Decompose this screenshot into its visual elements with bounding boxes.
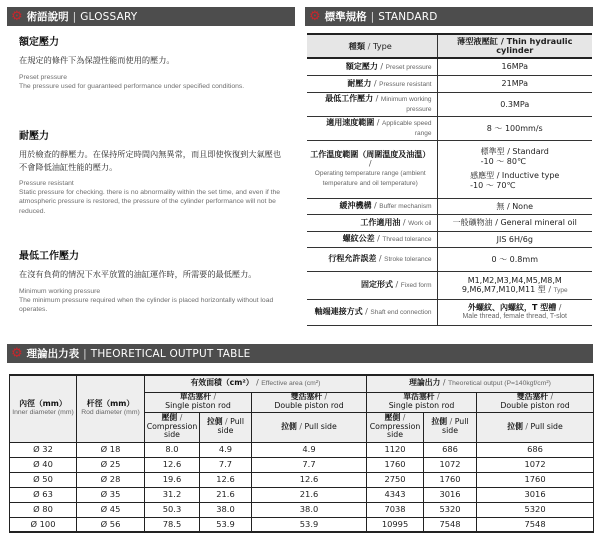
cell-bore: Ø 80 [10,502,77,517]
col-area-double: 雙活塞杆 / Double piston rod [252,392,367,412]
cell-bore: Ø 40 [10,457,77,472]
glossary-definition-zh: 在規定的條件下為保證性能而使用的壓力。 [19,55,175,65]
double-zh: 雙活塞杆 [290,392,323,402]
cell-bore: Ø 63 [10,487,77,502]
col-force-comp: 壓側 / Compression side [367,412,424,442]
spec-label-en: Pressure resistant [379,80,432,88]
spec-label: 螺紋公差 / Thread tolerance [307,231,437,247]
spec-label: 工作溫度範圍（周圍溫度及油溫） / Operating temperature range (ambient temperature and oil temperature) [307,140,437,198]
spec-value: 外螺紋、內螺紋，T 型槽 / Male thread, female thread, T-slot [437,299,592,325]
glossary-term-en: Preset pressure [19,73,67,81]
cell-area-comp: 31.2 [145,487,200,502]
cell-bore: Ø 50 [10,472,77,487]
col-area-pull-double: 拉側 / Pull side [252,412,367,442]
col-area-pull: 拉側 / Pull side [200,412,252,442]
table-row [10,442,594,457]
standard-header-en: STANDARD [378,10,438,23]
cell-force-comp: 7038 [367,502,424,517]
glossary-header-sep: | [72,10,77,23]
table-row [10,457,594,472]
col-force-en: Theoretical output (P=140kgf/cm²) [447,379,551,387]
cell-force-pull: 1072 [424,457,477,472]
spec-label-en: Fixed form [400,282,432,289]
cell-area-double: 38.0 [252,502,367,517]
spec-label: 固定形式 / Fixed form [307,271,437,299]
gear-icon: ⚙ [11,9,23,24]
spec-label-zh: 行程允許誤差 [328,254,377,263]
output-header-sep: | [83,347,87,360]
cell-force-double: 1072 [477,457,594,472]
temp-inductive [470,171,559,191]
spec-label: 工作適用油 / Work oil [307,214,437,231]
spec-value: M1,M2,M3,M4,M5,M8,M 9,M6,M7,M10,M11 型 / Type [437,271,592,299]
pull-en: Pull side [304,421,337,431]
standard-header-zh: 標準規格 [324,11,367,23]
spec-value [437,140,592,198]
glossary-header-en: GLOSSARY [80,10,138,23]
spec-label-zh: 螺紋公差 [342,234,375,243]
col-area-single: 單活塞杆 / Single piston rod [145,392,252,412]
spec-header-value: 薄型液壓缸 / Thin hydraulic cylinder [437,34,592,58]
col-bore-en: Inner diameter (mm) [12,408,74,416]
cell-force-comp: 10995 [367,517,424,532]
cell-area-comp: 8.0 [145,442,200,457]
single-en: Single piston rod [165,401,231,410]
col-rod-zh: 杆徑（mm） [86,399,135,409]
spec-value: 0.3MPa [437,92,592,116]
cell-rod: Ø 45 [77,502,145,517]
cell-rod: Ø 18 [77,442,145,457]
glossary-term: 最低工作壓力 [19,251,79,262]
glossary-term-en: Minimum working pressure [19,287,101,295]
cell-area-comp: 12.6 [145,457,200,472]
cell-force-double: 5320 [477,502,594,517]
cell-force-double: 1760 [477,472,594,487]
cell-force-comp: 2750 [367,472,424,487]
comp-en: Compression side [146,421,198,440]
cell-force-pull: 3016 [424,487,477,502]
col-force-pull-double: 拉側 / Pull side [477,412,594,442]
cell-force-pull: 1760 [424,472,477,487]
spec-row [307,299,592,325]
spec-label-en: Buffer mechanism [379,203,432,210]
col-force-pull: 拉側 / Pull side [424,412,477,442]
col-area-en: Effective area (cm²) [261,379,321,387]
spec-value: 16MPa [437,58,592,75]
glossary-text-en: The minimum pressure required when the cylinder is placed horizontally without load operates. [19,296,274,313]
cell-rod: Ø 56 [77,517,145,532]
comp-zh: 壓側 [384,413,401,423]
col-bore-zh: 內徑（mm） [19,399,67,409]
col-force-single: 單活塞杆 / Single piston rod [367,392,477,412]
col-force-double: 雙活塞杆 / Double piston rod [477,392,594,412]
cell-area-pull: 21.6 [200,487,252,502]
spec-label: 軸端連接方式 / Shaft end connection [307,299,437,325]
temp-inductive-label: 感應型 / Inductive type [470,171,560,180]
cell-area-pull: 38.0 [200,502,252,517]
cell-force-pull: 686 [424,442,477,457]
glossary-header [7,7,295,26]
output-header-en: THEORETICAL OUTPUT TABLE [90,347,251,360]
spec-label: 緩沖機構 / Buffer mechanism [307,198,437,214]
col-area: 有效面積（cm²） / Effective area (cm²) [145,375,367,392]
col-area-zh: 有效面積（cm²） [190,377,254,387]
cell-area-double: 7.7 [252,457,367,472]
glossary-text-en: The pressure used for guaranteed performance under specified conditions. [19,82,245,90]
cell-area-double: 12.6 [252,472,367,487]
glossary-definition-zh: 用於檢查的靜壓力。在保持所定時間內無異常，而且即使恢復到大氣壓也不會降低油缸性能的壓力。 [19,149,282,172]
spec-label-en: Shaft end connection [370,309,432,316]
glossary-definition-en [19,287,281,315]
spec-label: 耐壓力 / Pressure resistant [307,75,437,92]
fixed-form-type-en: Type [553,286,568,294]
cell-area-pull: 12.6 [200,472,252,487]
table-row [10,472,594,487]
spec-label-zh: 適用速度範圍 [326,118,375,127]
gear-icon: ⚙ [11,346,23,361]
spec-label: 適用速度範圍 / Applicable speed range [307,116,437,140]
cell-area-pull: 7.7 [200,457,252,472]
spec-row [307,247,592,271]
spec-label-zh: 軸端連接方式 [314,307,363,316]
col-force: 理論出力 / Theoretical output (P=140kgf/cm²) [367,375,594,392]
cell-rod: Ø 35 [77,487,145,502]
spec-header-label-en: Type [373,40,392,51]
table-row [10,517,594,532]
spec-row [307,271,592,299]
pull-en: Pull side [442,417,469,435]
spec-label-en: Thread tolerance [382,236,432,243]
comp-zh: 壓側 [161,413,178,423]
col-rod [77,375,145,442]
col-rod-en: Rod diameter (mm) [81,408,140,416]
spec-label-en: Operating temperature range (ambient temperature and oil temperature) [314,170,426,187]
glossary-item [19,247,281,314]
spec-label: 額定壓力 / Preset pressure [307,58,437,75]
spec-header-row [307,34,592,58]
glossary-definition-en [19,73,281,91]
output-header [7,344,593,363]
glossary-term-en: Pressure resistant [19,180,74,187]
spec-row [307,92,592,116]
pull-en: Pull side [530,421,563,431]
spec-row [307,75,592,92]
spec-row [307,214,592,231]
spec-value: 21MPa [437,75,592,92]
glossary-term: 耐壓力 [19,131,49,142]
spec-label-zh: 額定壓力 [345,61,378,71]
spec-row [307,116,592,140]
glossary-item [19,33,281,91]
glossary-text-en: Static pressure for checking. there is no abnormality within the set time, and even if the atmospheric pressure is restored, the pressure of the cylinder performance will not be reduced. [19,189,281,215]
temp-standard-label: 標準型 / Standard [480,147,549,156]
spec-label-en: Work oil [408,219,432,227]
temp-standard-range: -10 ～ 80℃ [480,157,526,166]
spec-value: JIS 6H/6g [437,231,592,247]
col-area-comp: 壓側 / Compression side [145,412,200,442]
cell-area-comp: 78.5 [145,517,200,532]
cell-force-double: 7548 [477,517,594,532]
spec-value: 8 ～ 100mm/s [437,116,592,140]
cell-area-comp: 50.3 [145,502,200,517]
cell-force-comp: 1760 [367,457,424,472]
pull-zh: 拉側 [431,417,448,427]
cell-area-pull: 53.9 [200,517,252,532]
comp-en: Compression side [369,421,421,440]
single-zh: 單活塞杆 [403,392,435,402]
pull-zh: 拉側 [281,421,297,431]
spec-row [307,231,592,247]
spec-value: 一般礦物油 / General mineral oil [437,214,592,231]
double-en: Double piston rod [500,401,570,410]
cell-force-double: 686 [477,442,594,457]
double-zh: 雙活塞杆 [516,392,549,402]
gear-icon: ⚙ [309,9,321,24]
temp-standard [481,147,549,167]
fixed-form-line1: M1,M2,M3,M4,M5,M8,M [467,275,562,285]
spec-header-label: 種類 / Type [307,34,437,58]
double-en: Double piston rod [274,401,344,410]
cell-force-comp: 4343 [367,487,424,502]
spec-label-en: Preset pressure [385,63,432,71]
pull-zh: 拉側 [507,421,523,431]
spec-label: 行程允許誤差 / Stroke tolerance [307,247,437,271]
cell-bore: Ø 32 [10,442,77,457]
shaft-end-en: Male thread, female thread, T-slot [462,313,568,320]
glossary-header-zh: 術語說明 [26,11,69,23]
standard-spec-table [307,33,592,326]
table-row [10,487,594,502]
single-zh: 單活塞杆 [179,392,212,402]
shaft-end-zh: 外螺紋、內螺紋，T 型槽 [468,303,557,312]
standard-header [305,7,593,26]
glossary-item [19,127,281,216]
spec-value: 無 / None [437,198,592,214]
spec-row [307,140,592,198]
cell-bore: Ø 100 [10,517,77,532]
spec-header-label-zh: 種類 [348,40,366,51]
glossary-term: 額定壓力 [19,37,59,48]
col-bore [10,375,77,442]
cell-force-comp: 1120 [367,442,424,457]
spec-label: 最低工作壓力 / Minimum working pressure [307,92,437,116]
spec-label-en: Applicable speed range [381,120,432,137]
spec-label-en: Minimum working pressure [380,96,432,113]
theoretical-output-table [9,374,594,533]
spec-row [307,198,592,214]
spec-row [307,58,592,75]
spec-label-zh: 固定形式 [361,280,394,289]
spec-label-zh: 最低工作壓力 [325,94,374,103]
fixed-form-line2: 9,M6,M7,M10,M11 型 [461,284,546,294]
spec-label-zh: 工作適用油 [360,217,401,227]
pull-en: Pull side [217,417,245,435]
cell-area-comp: 19.6 [145,472,200,487]
spec-label-zh: 緩沖機構 [339,201,372,210]
cell-rod: Ø 28 [77,472,145,487]
cell-area-double: 21.6 [252,487,367,502]
spec-label-zh: 工作溫度範圍（周圍溫度及油溫） [310,150,431,159]
col-force-zh: 理論出力 [409,377,441,387]
spec-value: 0 ～ 0.8mm [437,247,592,271]
spec-label-en: Stroke tolerance [384,256,432,263]
single-en: Single piston rod [388,401,455,410]
pull-zh: 拉側 [206,417,223,427]
cell-rod: Ø 25 [77,457,145,472]
cell-force-double: 3016 [477,487,594,502]
glossary-definition-en [19,179,281,216]
output-header-zh: 理論出力表 [26,348,80,360]
temp-inductive-range: -10 ～ 70℃ [470,181,516,190]
cell-force-pull: 7548 [424,517,477,532]
glossary-definition-zh: 在沒有負荷的情況下水平放置的油缸運作時，所需要的最低壓力。 [19,269,257,279]
standard-header-sep: | [370,10,375,23]
spec-label-zh: 耐壓力 [347,78,372,88]
table-row [10,502,594,517]
cell-force-pull: 5320 [424,502,477,517]
cell-area-double: 53.9 [252,517,367,532]
cell-area-double: 4.9 [252,442,367,457]
cell-area-pull: 4.9 [200,442,252,457]
